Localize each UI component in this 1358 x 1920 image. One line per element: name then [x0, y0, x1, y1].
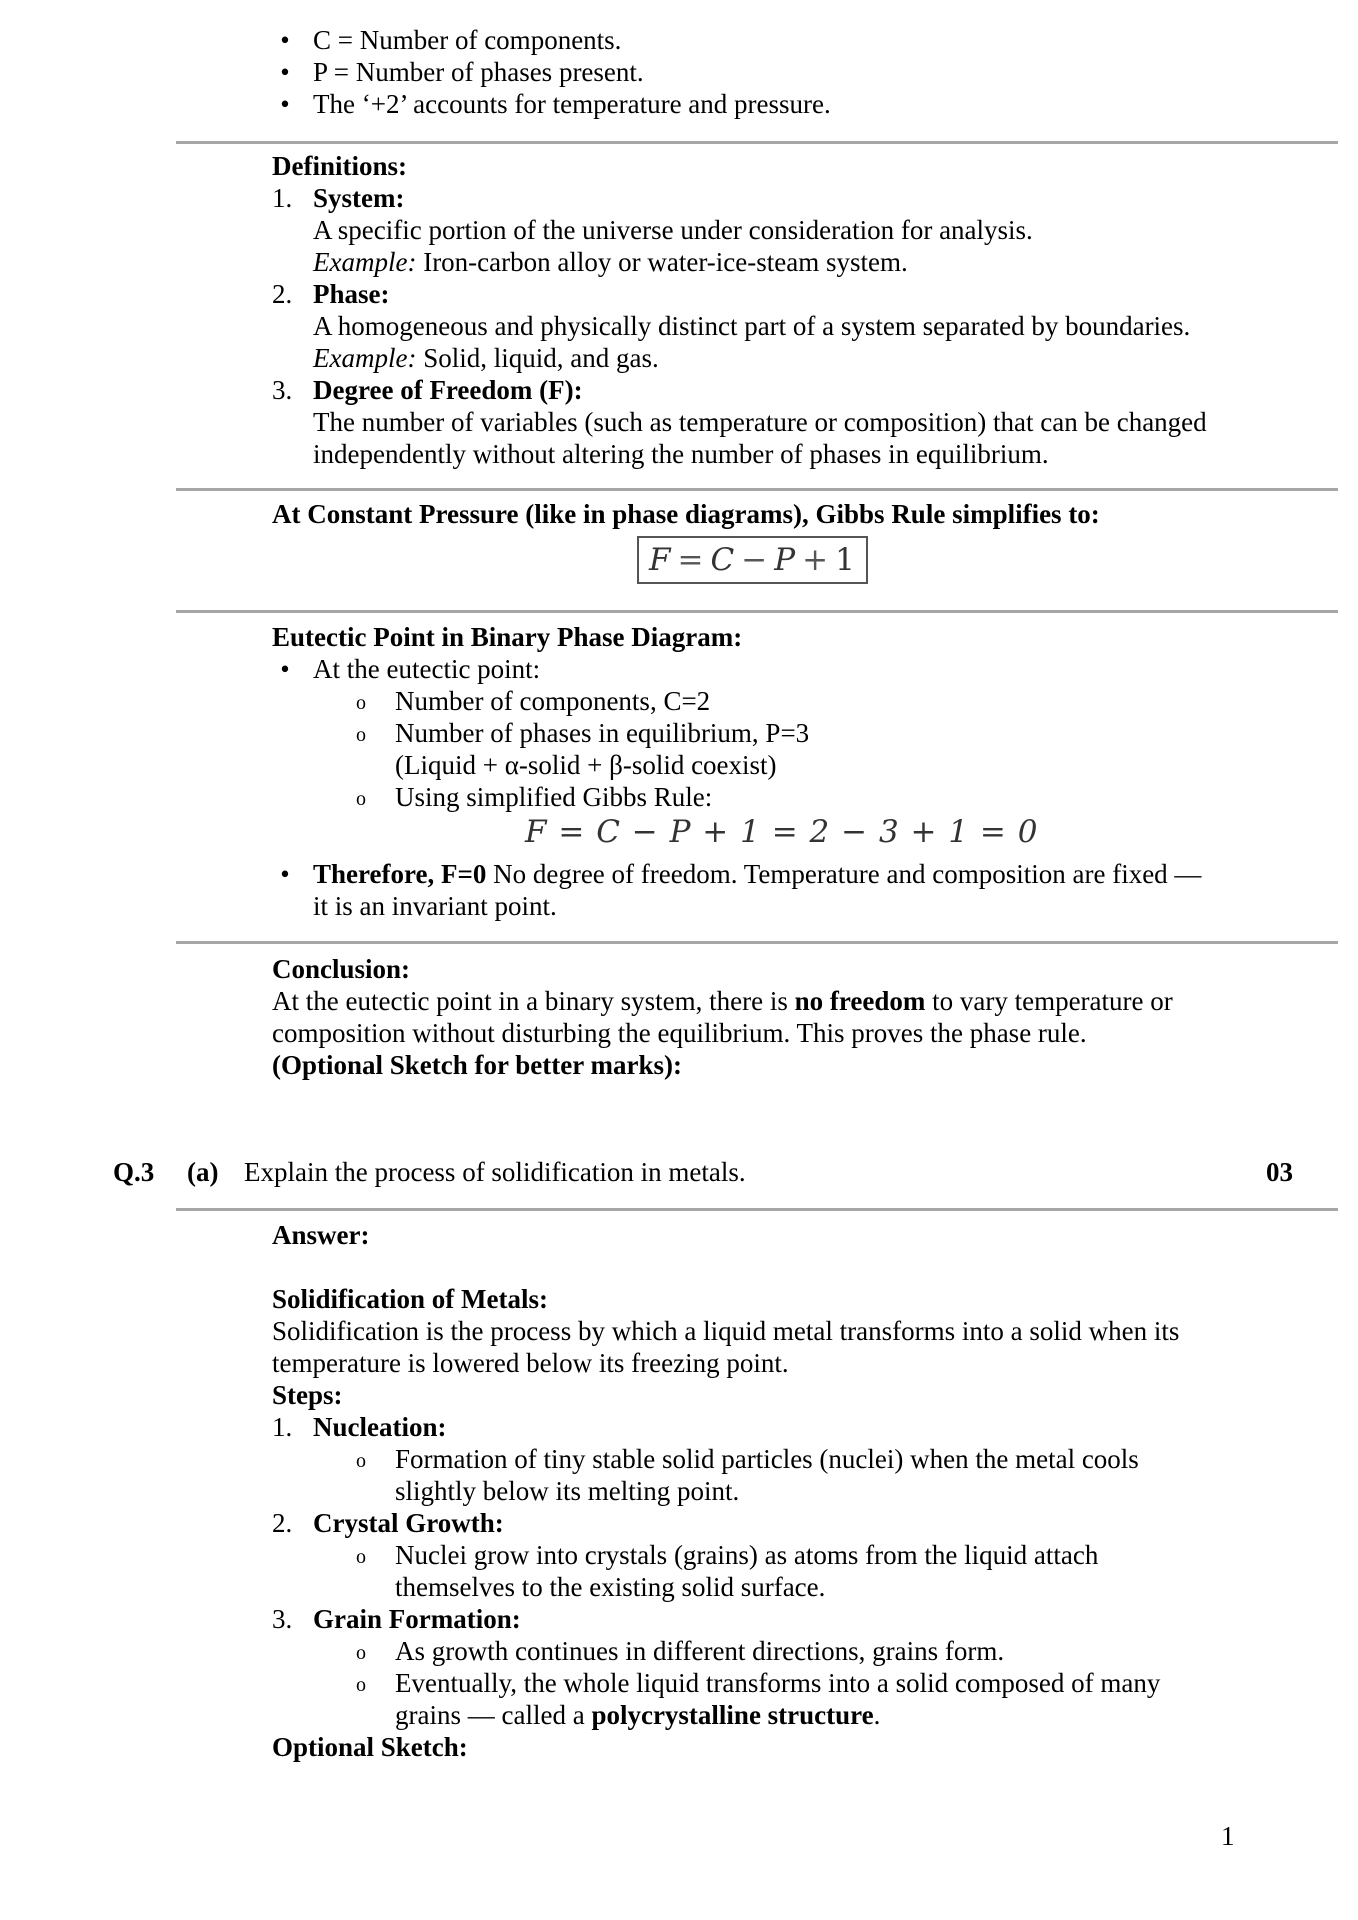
bullet-plus-two: The ‘+2’ accounts for temperature and pressure.: [313, 89, 831, 119]
answer-intro: Solidification is the process by which a liquid metal transforms into a solid when its: [272, 1316, 1180, 1346]
list-item: (Liquid + α-solid + β-solid coexist): [395, 750, 777, 780]
definition-text: independently without altering the number of phases in equilibrium.: [313, 439, 1049, 469]
simplified-gibbs-formula: F = C − P + 1: [637, 536, 868, 584]
list-number: 3.: [272, 375, 293, 405]
question-marks: 03: [1266, 1157, 1293, 1187]
conclusion-heading: Conclusion:: [272, 954, 411, 984]
question-text: Explain the process of solidification in metals.: [244, 1157, 746, 1187]
definition-text: A homogeneous and physically distinct part of a system separated by boundaries.: [313, 311, 1191, 341]
list-item: Eventually, the whole liquid transforms into a solid composed of many: [395, 1668, 1161, 1698]
bullet-components: C = Number of components.: [313, 25, 622, 55]
list-number: 1.: [272, 183, 293, 213]
list-number: 2.: [272, 279, 293, 309]
step-title-nucleation: Nucleation:: [313, 1412, 447, 1442]
list-item: themselves to the existing solid surface.: [395, 1572, 826, 1602]
list-item: Number of phases in equilibrium, P=3: [395, 718, 810, 748]
page-number: 1: [1221, 1821, 1235, 1851]
list-item: slightly below its melting point.: [395, 1476, 740, 1506]
answer-label: Answer:: [272, 1220, 370, 1250]
list-item: Nuclei grow into crystals (grains) as atoms from the liquid attach: [395, 1540, 1099, 1570]
question-part: (a): [187, 1157, 219, 1187]
list-item: As growth continues in different directions, grains form.: [395, 1636, 1005, 1666]
list-number: 2.: [272, 1508, 293, 1538]
divider: [176, 488, 1338, 491]
list-item: Number of components, C=2: [395, 686, 711, 716]
divider: [176, 1208, 1338, 1211]
definition-title-system: System:: [313, 183, 405, 213]
conclusion-text: At the eutectic point in a binary system, there is no freedom to vary temperature or: [272, 986, 1173, 1016]
therefore-statement: Therefore, F=0 No degree of freedom. Temperature and composition are fixed —: [313, 859, 1202, 889]
definition-text: A specific portion of the universe under consideration for analysis.: [313, 215, 1033, 245]
eutectic-formula: F = C − P + 1 = 2 − 3 + 1 = 0: [525, 814, 1039, 850]
list-item: Formation of tiny stable solid particles (nuclei) when the metal cools: [395, 1444, 1139, 1474]
list-item: grains — called a polycrystalline structure.: [395, 1700, 881, 1730]
eutectic-bullet: At the eutectic point:: [313, 654, 541, 684]
divider: [176, 141, 1338, 144]
steps-label: Steps:: [272, 1380, 343, 1410]
optional-sketch-label: Optional Sketch:: [272, 1732, 468, 1762]
eutectic-heading: Eutectic Point in Binary Phase Diagram:: [272, 622, 743, 652]
definitions-heading: Definitions:: [272, 151, 407, 181]
list-item: Using simplified Gibbs Rule:: [395, 782, 713, 812]
answer-intro: temperature is lowered below its freezing point.: [272, 1348, 789, 1378]
list-number: 1.: [272, 1412, 293, 1442]
definition-title-dof: Degree of Freedom (F):: [313, 375, 583, 405]
list-number: 3.: [272, 1604, 293, 1634]
question-number: Q.3: [113, 1157, 155, 1187]
therefore-statement-cont: it is an invariant point.: [313, 891, 557, 921]
bullet-phases: P = Number of phases present.: [313, 57, 644, 87]
constant-pressure-heading: At Constant Pressure (like in phase diagrams), Gibbs Rule simplifies to:: [272, 499, 1100, 529]
divider: [176, 610, 1338, 613]
definition-example: Example: Solid, liquid, and gas.: [313, 343, 659, 373]
step-title-crystal-growth: Crystal Growth:: [313, 1508, 504, 1538]
divider: [176, 941, 1338, 944]
answer-heading: Solidification of Metals:: [272, 1284, 548, 1314]
definition-title-phase: Phase:: [313, 279, 390, 309]
step-title-grain-formation: Grain Formation:: [313, 1604, 521, 1634]
optional-sketch-note: (Optional Sketch for better marks):: [272, 1050, 682, 1080]
definition-example: Example: Iron-carbon alloy or water-ice-steam system.: [313, 247, 908, 277]
definition-text: The number of variables (such as temperature or composition) that can be changed: [313, 407, 1207, 437]
conclusion-text: composition without disturbing the equilibrium. This proves the phase rule.: [272, 1018, 1087, 1048]
